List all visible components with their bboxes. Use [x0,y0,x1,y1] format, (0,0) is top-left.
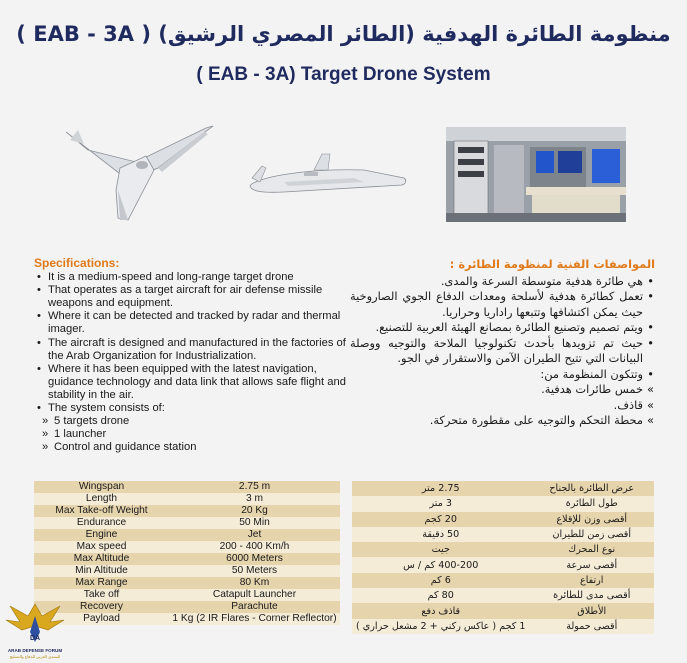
table-value: 20 كجم [352,512,530,527]
table-value: 50 Meters [169,565,340,577]
spec-en-bullet: • It is a medium-speed and long-range target drone [34,271,346,284]
table-row [34,481,340,493]
table-row [34,577,340,589]
spec-table-english [34,481,340,625]
table-row [34,553,340,565]
logo-text-english: ARAB DEFENSE FORUM [7,648,63,653]
table-value: 2.75 m [169,481,340,493]
spec-ar-bullet: • وتتكون المنظومة من: [350,367,655,383]
drone-top-view-image [58,110,223,222]
table-value: 6 كم [352,573,530,588]
table-value: 80 كم [352,588,530,603]
table-key: Max Altitude [34,553,169,565]
drone-side-view-image [244,148,414,200]
table-row [34,613,340,625]
table-value: 3 m [169,493,340,505]
table-value: 50 دقيقة [352,527,530,542]
spec-ar-subitem: » خمس طائرات هدفية. [350,382,655,398]
spec-table-arabic [352,481,654,634]
table-row [34,493,340,505]
table-key: Endurance [34,517,169,529]
table-key: Wingspan [34,481,169,493]
table-row [352,527,654,542]
logo-text-arabic: المنتدى العربي للدفاع والتسليح [9,654,61,659]
table-key: أقصى وزن للإقلاع [530,512,655,527]
table-key: ارتفاع [530,573,655,588]
table-row [34,589,340,601]
table-row [352,542,654,557]
spec-ar-bullet: • ويتم تصميم وتصنيع الطائرة بمصانع الهيئة العربية للتصنيع. [350,320,655,336]
spec-en-subitem: » Control and guidance station [34,441,346,454]
table-value: 50 Min [169,517,340,529]
table-row [352,619,654,634]
spec-ar-bullet: • تعمل كطائرة هدفية لأسلحة ومعدات الدفاع الجوي الصاروخية حيث يمكن اكتشافها وتتبعها راداريا وحراريا. [350,289,655,320]
arab-defense-forum-logo [2,598,68,660]
table-row [352,512,654,527]
spec-en-bullet: • The system consists of: [34,402,346,415]
table-value: 3 متر [352,496,530,511]
title-arabic: منظومة الطائرة الهدفية (الطائر المصري الرشيق) ( EAB - 3A ) [16,22,671,46]
table-value: جيت [352,542,530,557]
table-row [352,588,654,603]
table-row [34,529,340,541]
specifications-heading-en: Specifications: [34,256,120,270]
specifications-english [34,257,346,454]
table-key: Length [34,493,169,505]
logo-letters: DA [29,635,41,642]
table-row [352,603,654,618]
table-key: أقصى مدى للطائرة [530,588,655,603]
table-row [34,565,340,577]
table-key: أقصى زمن للطيران [530,527,655,542]
table-row [352,557,654,572]
spec-ar-bullet: • حيث تم تزويدها بأحدث تكنولوجيا الملاحة والتوجيه ووصلة البيانات التي تتيح الطيران الآمن والاستقرار في الجو. [350,336,655,367]
table-value: Catapult Launcher [169,589,340,601]
table-value: 1 Kg (2 IR Flares - Corner Reflector) [169,613,340,625]
table-key: نوع المحرك [530,542,655,557]
spec-ar-subitem: » قاذف. [350,398,655,414]
table-value: Jet [169,529,340,541]
table-key: Payload [34,613,169,625]
table-key: Engine [34,529,169,541]
spec-ar-bullet: • هي طائرة هدفية متوسطة السرعة والمدى. [350,274,655,290]
spec-en-bullet: • Where it has been equipped with the latest navigation, guidance technology and data link that allows safe flight and stability in the air. [34,363,346,402]
table-key: Take off [34,589,169,601]
table-value: 20 Kg [169,505,340,517]
eagle-logo-icon [2,598,68,648]
control-station-image [446,127,626,222]
spec-ar-subitem: » محطة التحكم والتوجيه على مقطورة متحركة. [350,413,655,429]
table-key: Recovery [34,601,169,613]
table-value: 400-200 كم / س [352,557,530,572]
table-row [34,517,340,529]
table-row [34,601,340,613]
spec-en-subitem: » 1 launcher [34,428,346,441]
specifications-arabic [350,257,655,429]
table-key: عرض الطائرة بالجناح [530,481,655,496]
table-value: 200 - 400 Km/h [169,541,340,553]
specifications-heading-ar: المواصفات الفنية لمنظومة الطائرة : [449,257,655,271]
table-key: أقصى سرعة [530,557,655,572]
table-row [34,541,340,553]
spec-en-bullet: • Where it can be detected and tracked by radar and thermal imager. [34,310,346,336]
table-value: قاذف دفع [352,603,530,618]
table-value: 2.75 متر [352,481,530,496]
table-value: 6000 Meters [169,553,340,565]
table-key: Max speed [34,541,169,553]
table-row [352,496,654,511]
spec-en-subitem: » 5 targets drone [34,415,346,428]
table-key: Max Range [34,577,169,589]
table-key: الأطلاق [530,603,655,618]
spec-en-bullet: • The aircraft is designed and manufactured in the factories of the Arab Organization for Industrialization. [34,337,346,363]
table-key: طول الطائرة [530,496,655,511]
table-key: Max Take-off Weight [34,505,169,517]
table-value: 1 كجم ( عاكس ركني + 2 مشعل حراري ) [352,619,530,634]
table-key: أقصى حمولة [530,619,655,634]
title-english: ( EAB - 3A) Target Drone System [196,64,491,85]
spec-en-bullet: • That operates as a target aircraft for air defense missile weapons and equipment. [34,284,346,310]
table-value: Parachute [169,601,340,613]
table-row [352,481,654,496]
table-row [352,573,654,588]
table-key: Min Altitude [34,565,169,577]
table-row [34,505,340,517]
table-value: 80 Km [169,577,340,589]
